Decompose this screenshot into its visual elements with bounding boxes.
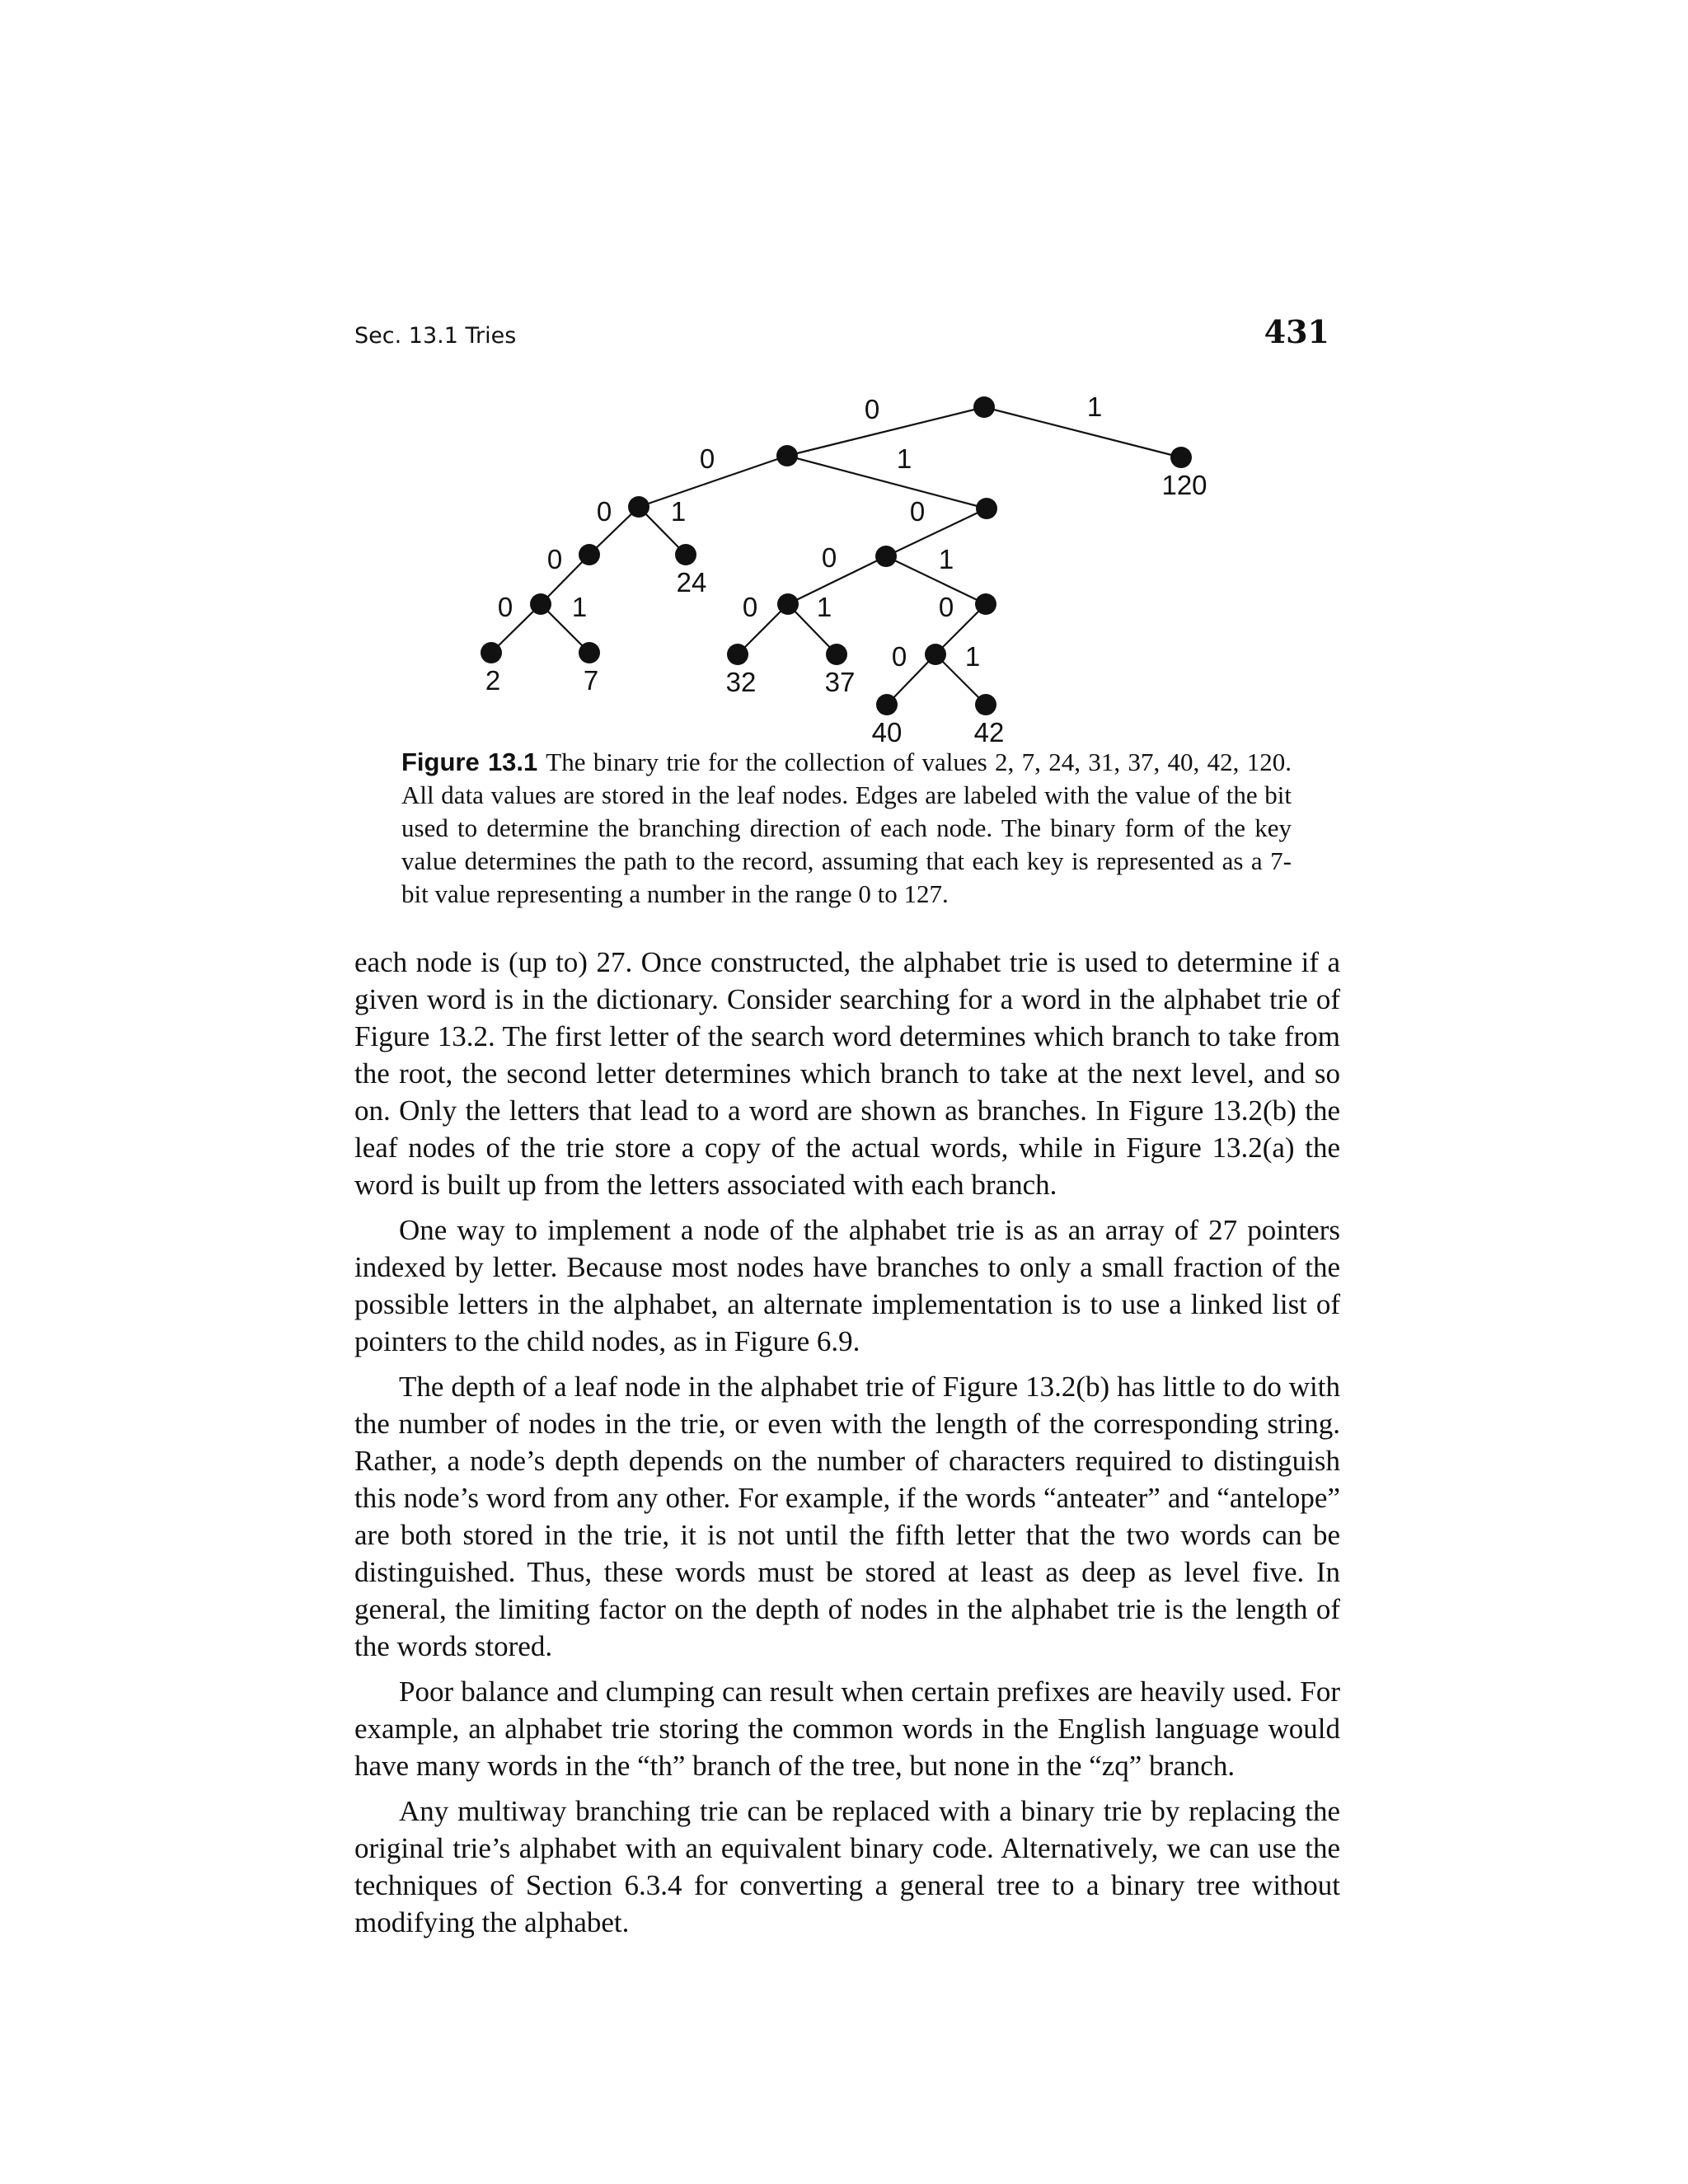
- trie-internal-node: [579, 544, 600, 565]
- body-paragraph: each node is (up to) 27. Once constructed, the alphabet trie is used to determine if a given word is in the dictionary. Consider searching for a word in the alphabet trie of Figure 13.2. The first letter of the search word determines which branch to take from the root, the second letter determines which branch to take at the next level, and so on. Only the letters that lead to a word are shown as branches. In Figure 13.2(b) the leaf nodes of the trie store a copy of the actual words, while in Figure 13.2(a) the word is built up from the letters associated with each branch.: [354, 946, 1340, 1201]
- trie-internal-node: [776, 445, 798, 466]
- trie-leaf-node: [975, 694, 996, 715]
- trie-leaf-node: [579, 642, 600, 663]
- leaf-value-label: 7: [583, 665, 599, 696]
- trie-internal-node: [975, 593, 996, 615]
- edge-bit-label: 0: [864, 394, 880, 424]
- trie-internal-node: [925, 644, 946, 665]
- edge-bit-label: 0: [891, 641, 907, 672]
- edge-bit-label: 0: [938, 592, 954, 622]
- trie-leaf-node: [727, 644, 748, 665]
- trie-internal-node: [777, 593, 799, 615]
- edge-bit-label: 0: [546, 544, 563, 574]
- edge-bit-label: 1: [670, 496, 687, 527]
- edge-bit-label: 0: [909, 496, 926, 527]
- trie-internal-node: [976, 498, 997, 519]
- trie-internal-node: [973, 396, 995, 418]
- edge-bit-label: 0: [699, 443, 715, 474]
- body-text: [354, 944, 1340, 1949]
- trie-leaf-node: [481, 642, 502, 663]
- leaf-value-label: 40: [871, 717, 903, 748]
- body-paragraph: One way to implement a node of the alphabet trie is as an array of 27 pointers indexed by letter. Because most nodes have branches to only a small fraction of the possible letters in the alphabet, an alternate implementation is to use a linked list of pointers to the child nodes, as in Figure 6.9.: [354, 1214, 1340, 1357]
- edge-bit-label: 1: [896, 443, 912, 474]
- trie-edge: [886, 509, 987, 556]
- leaf-value-label: 42: [973, 717, 1005, 748]
- trie-leaf-node: [1170, 447, 1192, 468]
- trie-edge: [984, 407, 1181, 457]
- trie-edge: [787, 407, 984, 456]
- leaf-value-label: 120: [1161, 470, 1207, 500]
- edge-bit-label: 1: [1086, 391, 1103, 422]
- edge-bit-label: 0: [596, 496, 612, 527]
- trie-leaf-node: [876, 694, 898, 715]
- trie-edge: [787, 456, 987, 509]
- trie-labels: [485, 391, 1207, 748]
- edge-bit-label: 0: [821, 542, 837, 573]
- trie-internal-node: [628, 496, 649, 518]
- trie-leaf-node: [675, 544, 696, 565]
- body-paragraph: The depth of a leaf node in the alphabet trie of Figure 13.2(b) has little to do with the number of nodes in the trie, or even with the length of the corresponding string. Rather, a node’s depth depends on the number of characters required to distinguish this node’s word from any other. For example, if the words “anteater” and “antelope” are both stored in the trie, it is not until the fifth letter that the two words can be distinguished. Thus, these words must be stored at least as deep as level five. In general, the limiting factor on the depth of nodes in the alphabet trie is the length of the words stored.: [354, 1371, 1340, 1662]
- trie-internal-node: [875, 546, 897, 567]
- leaf-value-label: 37: [824, 667, 856, 697]
- trie-internal-node: [530, 593, 551, 615]
- body-paragraph: Any multiway branching trie can be replaced with a binary trie by replacing the original trie’s alphabet with an equivalent binary code. Alternatively, we can use the techniques of Section 6.3.4 for converting a general tree to a binary tree without modifying the alphabet.: [354, 1795, 1340, 1938]
- body-paragraph: Poor balance and clumping can result when certain prefixes are heavily used. For example, an alphabet trie storing the common words in the English language would have many words in the “th” branch of the tree, but none in the “zq” branch.: [354, 1675, 1340, 1782]
- figure-caption-text: The binary trie for the collection of values 2, 7, 24, 31, 37, 40, 42, 120. All data values are stored in the leaf nodes. Edges are labeled with the value of the bit used to determine the branching direction of each node. The binary form of the key value determines the path to the record, assuming that each key is represented as a 7-bit value representing a number in the range 0 to 127.: [401, 748, 1292, 908]
- trie-edge: [788, 556, 886, 604]
- edge-bit-label: 1: [571, 592, 588, 622]
- running-head: Sec. 13.1 Tries: [354, 323, 517, 349]
- leaf-value-label: 24: [676, 567, 707, 598]
- leaf-value-label: 2: [485, 665, 501, 696]
- figure-caption-label: Figure 13.1: [401, 748, 538, 776]
- page-number: 431: [1264, 313, 1329, 350]
- trie-leaf-node: [826, 644, 847, 665]
- edge-bit-label: 1: [816, 592, 832, 622]
- figure-caption: [401, 746, 1292, 911]
- edge-bit-label: 0: [497, 592, 513, 622]
- edge-bit-label: 0: [742, 592, 758, 622]
- edge-bit-label: 1: [964, 641, 981, 672]
- leaf-value-label: 32: [725, 667, 757, 697]
- edge-bit-label: 1: [938, 544, 954, 574]
- trie-edge: [886, 556, 986, 604]
